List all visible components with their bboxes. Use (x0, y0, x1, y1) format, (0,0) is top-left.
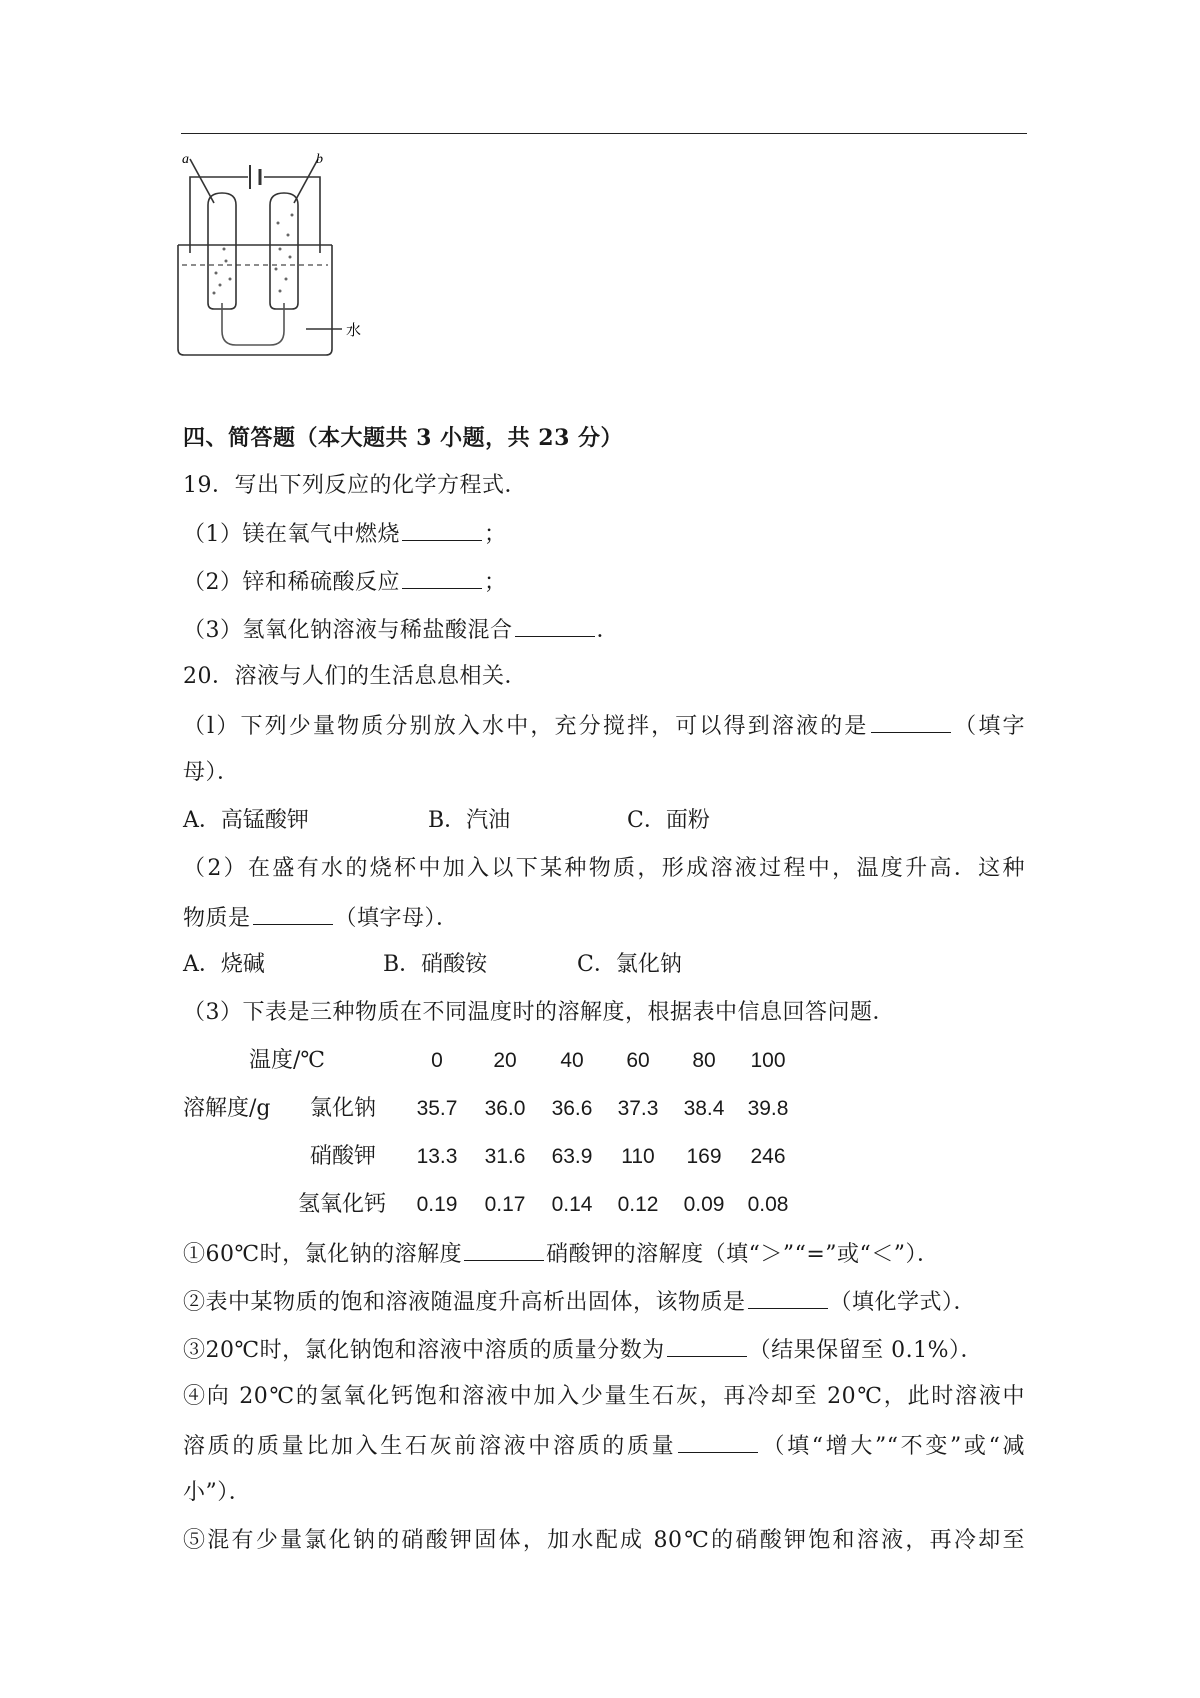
table-cell: 246 (750, 1145, 786, 1168)
table-cell: 37.3 (617, 1097, 659, 1120)
table-cell: 0.17 (484, 1193, 526, 1216)
table-cell: 38.4 (683, 1097, 725, 1120)
answer-blank[interactable] (402, 566, 482, 589)
q19-part2: （2）锌和稀硫酸反应 ； (183, 566, 507, 598)
table-temp: 60 (626, 1049, 650, 1072)
table-cell: 13.3 (416, 1145, 458, 1168)
q20-sub5: ⑤混有少量氯化钠的硝酸钾固体，加水配成 80℃的硝酸钾饱和溶液，再冷却至 (183, 1528, 1025, 1553)
answer-blank[interactable] (464, 1238, 544, 1261)
label-b: b (316, 153, 323, 167)
answer-blank[interactable] (678, 1430, 758, 1453)
table-temp: 20 (493, 1049, 517, 1072)
table-cell: 110 (621, 1145, 655, 1168)
answer-blank[interactable] (748, 1286, 828, 1309)
table-cell: 39.8 (747, 1097, 789, 1120)
q19-stem: 19．写出下列反应的化学方程式． (183, 473, 527, 498)
q20-part1-cont: 母）． (183, 760, 240, 785)
answer-blank[interactable] (253, 902, 333, 925)
q19-part1: （1）镁在氧气中燃烧 ； (183, 518, 507, 550)
q20-stem: 20．溶液与人们的生活息息相关． (183, 664, 527, 689)
table-cell: 0.08 (747, 1193, 789, 1216)
table-cell: 0.09 (683, 1193, 725, 1216)
table-cell: 35.7 (416, 1097, 458, 1120)
option-a: A．高锰酸钾 (183, 808, 309, 833)
electrolysis-apparatus-figure (176, 153, 406, 365)
option-a: A．烧碱 (183, 952, 265, 977)
q20-sub4-cont: 溶质的质量比加入生石灰前溶液中溶质的质量 （填“增大”“不变”或“减 (183, 1430, 1025, 1462)
q20-part3: （3）下表是三种物质在不同温度时的溶解度，根据表中信息回答问题． (183, 1000, 895, 1025)
answer-blank[interactable] (402, 518, 482, 541)
table-cell: 36.0 (484, 1097, 526, 1120)
table-cell: 63.9 (551, 1145, 593, 1168)
table-cell: 0.14 (551, 1193, 593, 1216)
option-b: B．汽油 (428, 808, 511, 833)
section-title: 四、简答题（本大题共 3 小题，共 23 分） (183, 425, 624, 451)
answer-blank[interactable] (515, 614, 595, 637)
q20-sub4: ④向 20℃的氢氧化钙饱和溶液中加入少量生石灰，再冷却至 20℃，此时溶液中 (183, 1384, 1025, 1409)
q20-part2-cont: 物质是 （填字母）． (183, 902, 459, 934)
table-cell: 0.19 (416, 1193, 458, 1216)
table-row-name: 氢氧化钙 (298, 1192, 387, 1217)
table-cell: 169 (686, 1145, 722, 1168)
table-temp: 40 (560, 1049, 584, 1072)
label-a: a (182, 153, 189, 167)
answer-blank[interactable] (871, 710, 951, 733)
label-water: 水 (346, 321, 362, 339)
table-row-name: 硝酸钾 (310, 1144, 377, 1169)
table-temp-label: 温度/℃ (249, 1048, 326, 1073)
q20-sub4-end: 小”）． (183, 1480, 252, 1505)
option-c: C．氯化钠 (577, 952, 682, 977)
q19-part3: （3）氢氧化钠溶液与稀盐酸混合 ． (183, 614, 619, 646)
q20-part2: （2）在盛有水的烧杯中加入以下某种物质，形成溶液过程中，温度升高．这种 (183, 856, 1025, 881)
q20-part1: （l）下列少量物质分别放入水中，充分搅拌，可以得到溶液的是 （填字 (183, 710, 1025, 742)
table-temp: 0 (431, 1049, 443, 1072)
option-b: B．硝酸铵 (383, 952, 488, 977)
table-temp: 100 (750, 1049, 786, 1072)
q20-sub3: ③20℃时，氯化钠饱和溶液中溶质的质量分数为 （结果保留至 0.1%）． (183, 1334, 983, 1366)
table-cell: 0.12 (617, 1193, 659, 1216)
q20-sub2: ②表中某物质的饱和溶液随温度升高析出固体，该物质是 （填化学式）． (183, 1286, 976, 1318)
table-row-name: 氯化钠 (310, 1096, 377, 1121)
answer-blank[interactable] (667, 1334, 747, 1357)
table-cell: 36.6 (551, 1097, 593, 1120)
header-rule (181, 133, 1027, 134)
table-solubility-label: 溶解度/g (183, 1096, 271, 1121)
q20-sub1: ①60℃时，氯化钠的溶解度 硝酸钾的溶解度（填“＞”“=”或“＜”）． (183, 1238, 940, 1270)
option-c: C．面粉 (627, 808, 710, 833)
table-temp: 80 (692, 1049, 716, 1072)
table-cell: 31.6 (484, 1145, 526, 1168)
